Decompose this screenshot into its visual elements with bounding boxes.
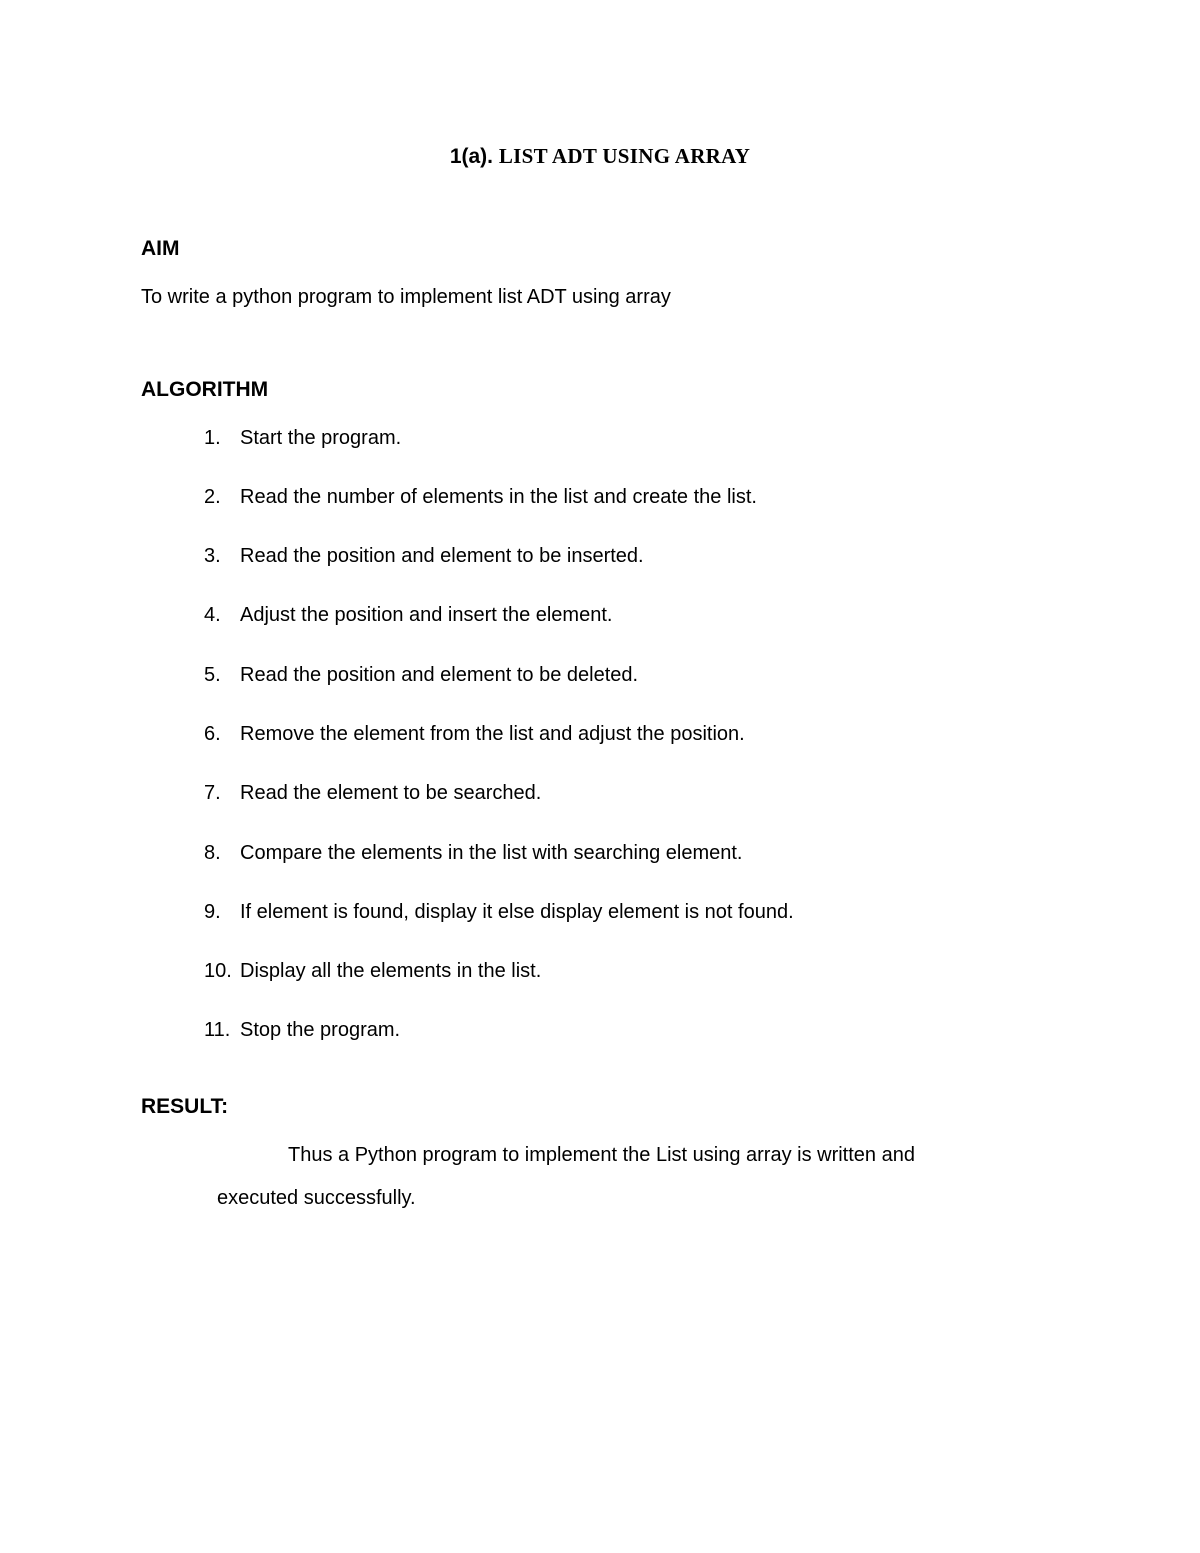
step-text: Display all the elements in the list. (240, 960, 542, 982)
list-item (0, 662, 900, 688)
step-text: Read the number of elements in the list and create the list. (240, 486, 757, 508)
list-item (0, 1017, 900, 1043)
step-text: Start the program. (240, 427, 402, 449)
step-text: If element is found, display it else display element is not found. (240, 901, 794, 923)
list-item (0, 840, 900, 866)
step-text: Read the position and element to be deleted. (240, 664, 639, 686)
result-text-line-1: Thus a Python program to implement the List using array is written and (288, 1144, 915, 1166)
list-item (0, 484, 900, 510)
list-item (0, 425, 900, 451)
step-number: 5. (204, 664, 221, 686)
step-number: 6. (204, 723, 221, 745)
step-number: 1. (204, 427, 221, 449)
list-item (0, 958, 900, 984)
result-heading: RESULT: (141, 1095, 229, 1118)
step-number: 11. (204, 1019, 231, 1041)
list-item (0, 899, 900, 925)
step-number: 3. (204, 545, 221, 567)
step-number: 4. (204, 604, 221, 626)
step-number: 10. (204, 960, 232, 982)
list-item (0, 543, 900, 569)
page-title (0, 143, 1200, 170)
step-text: Remove the element from the list and adjust the position. (240, 723, 745, 745)
result-text-line-2: executed successfully. (217, 1187, 416, 1209)
step-number: 8. (204, 842, 221, 864)
title-number: 1(a). (449, 145, 494, 168)
aim-heading: AIM (141, 237, 180, 260)
step-number: 9. (204, 901, 221, 923)
list-item (0, 602, 900, 628)
step-text: Read the position and element to be inserted. (240, 545, 644, 567)
step-text: Stop the program. (240, 1019, 401, 1041)
step-text: Read the element to be searched. (240, 782, 542, 804)
list-item (0, 721, 900, 747)
step-number: 7. (204, 782, 221, 804)
list-item (0, 780, 900, 806)
algorithm-heading: ALGORITHM (141, 378, 269, 401)
title-text: LIST ADT USING ARRAY (498, 144, 751, 168)
step-text: Compare the elements in the list with searching element. (240, 842, 743, 864)
step-text: Adjust the position and insert the element. (240, 604, 613, 626)
aim-text: To write a python program to implement list ADT using array (141, 286, 671, 308)
step-number: 2. (204, 486, 221, 508)
